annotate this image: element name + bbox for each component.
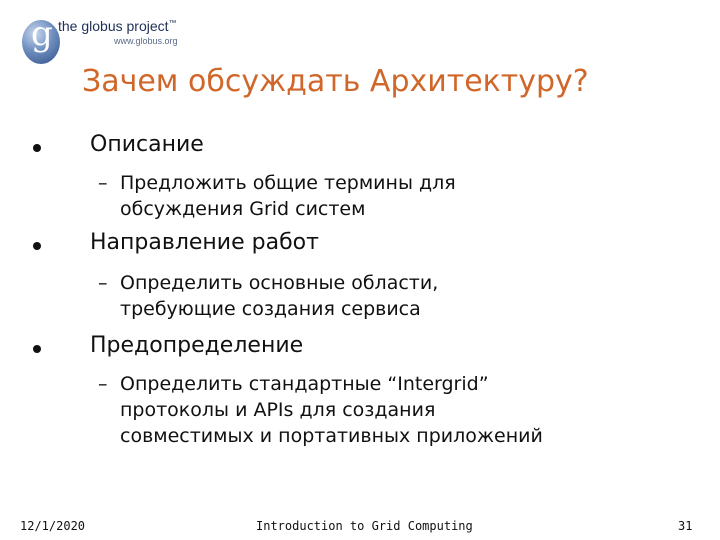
bullet-item-predefinition: Предопределение <box>90 333 304 358</box>
logo-url: www.globus.org <box>114 36 178 46</box>
sub-bullet-line: обсуждения Grid систем <box>120 198 366 220</box>
sub-bullet-line: протоколы и APIs для создания <box>120 399 436 421</box>
sub-bullet-dash: – <box>98 272 108 294</box>
logo-trademark: ™ <box>168 18 177 28</box>
footer-page-number: 31 <box>678 519 693 533</box>
logo-letter: g <box>31 14 53 54</box>
slide-title: Зачем обсуждать Архитектуру? <box>82 64 589 99</box>
logo-name-text: the globus project <box>58 18 169 34</box>
logo-name <box>58 18 177 34</box>
bullet-marker <box>33 242 41 250</box>
footer-date: 12/1/2020 <box>20 519 86 533</box>
bullet-item-description: Описание <box>90 132 204 157</box>
sub-bullet-text <box>120 270 438 322</box>
sub-bullet-dash: – <box>98 172 108 194</box>
sub-bullet-text <box>120 170 456 222</box>
bullet-item-direction: Направление работ <box>90 230 319 255</box>
sub-bullet-text <box>120 371 543 449</box>
sub-bullet-line: совместимых и портативных приложений <box>120 425 543 447</box>
sub-bullet-line: Предложить общие термины для <box>120 172 456 194</box>
sub-bullet-dash: – <box>98 373 108 395</box>
sub-bullet-line: Определить основные области, <box>120 272 439 294</box>
bullet-marker <box>33 345 41 353</box>
sub-bullet-line: Определить стандартные “Intergrid” <box>120 373 489 395</box>
globus-logo <box>22 14 192 68</box>
footer-title: Introduction to Grid Computing <box>256 519 473 533</box>
sub-bullet-line: требующие создания сервиса <box>120 298 421 320</box>
bullet-marker <box>33 144 41 152</box>
